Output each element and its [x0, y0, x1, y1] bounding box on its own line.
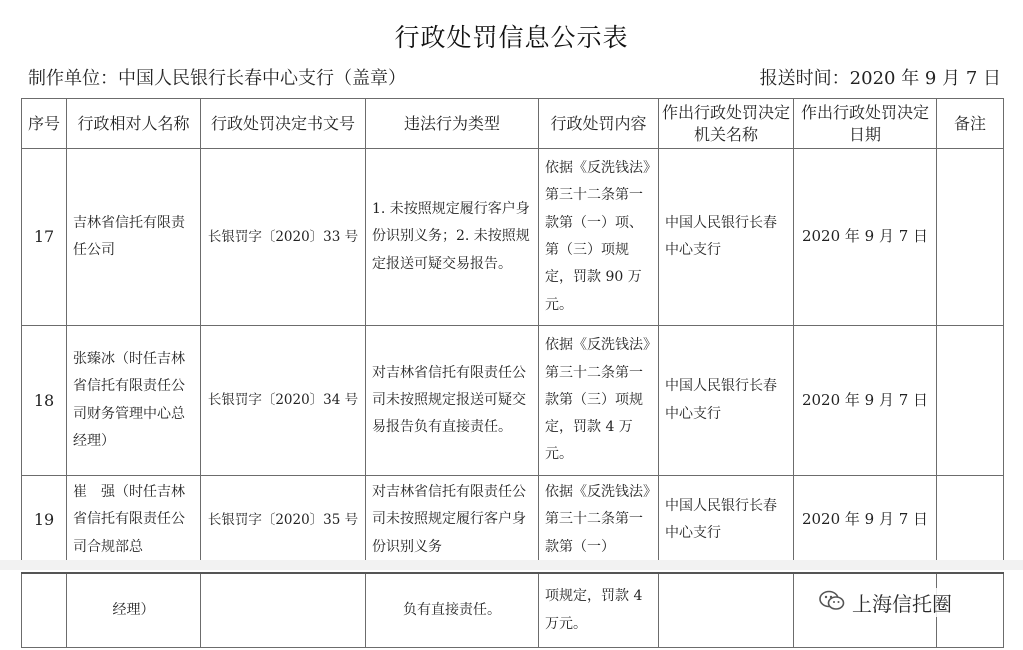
row-authority: 中国人民银行长春中心支行: [659, 326, 794, 476]
table-row: [22, 476, 1004, 565]
row-party: 张臻冰（时任吉林省信托有限责任公司财务管理中心总经理）: [67, 326, 201, 476]
wechat-icon: [818, 589, 846, 617]
cont-doc: [201, 573, 366, 648]
row-date: 2020 年 9 月 7 日: [794, 476, 937, 565]
cont-seq: [22, 573, 67, 648]
row-seq: 18: [22, 326, 67, 476]
row-penalty-content: 依据《反洗钱法》第三十二条第一款第（一）: [539, 476, 659, 565]
row-authority: 中国人民银行长春中心支行: [659, 149, 794, 326]
watermark: [818, 588, 952, 617]
row-violation: 对吉林省信托有限责任公司未按照规定履行客户身份识别义务: [366, 476, 539, 565]
table-header-row: [22, 99, 1004, 149]
cont-authority: [659, 573, 794, 648]
row-penalty-content: 依据《反洗钱法》第三十二条第一款第（一）项、第（三）项规定，罚款 90 万元。: [539, 149, 659, 326]
row-doc-number: 长银罚字〔2020〕35 号: [201, 476, 366, 565]
table-row: [22, 326, 1004, 476]
page-title: 行政处罚信息公示表: [394, 23, 629, 52]
cont-violation: 负有直接责任。: [366, 573, 539, 648]
row-note: [937, 149, 1004, 326]
row-doc-number: 长银罚字〔2020〕34 号: [201, 326, 366, 476]
cont-party: 经理）: [67, 573, 201, 648]
row-party: 崔 强（时任吉林省信托有限责任公司合规部总: [67, 476, 201, 565]
watermark-text: 上海信托圈: [852, 592, 952, 616]
row-doc-number: 长银罚字〔2020〕33 号: [201, 149, 366, 326]
header-seq: 序号: [22, 99, 67, 149]
issuing-unit: 制作单位：中国人民银行长春中心支行（盖章）: [28, 68, 406, 89]
row-seq: 17: [22, 149, 67, 326]
row-date: 2020 年 9 月 7 日: [794, 326, 937, 476]
row-date: 2020 年 9 月 7 日: [794, 149, 937, 326]
submission-date: 报送时间：2020 年 9 月 7 日: [759, 68, 1001, 89]
header-authority: 作出行政处罚决定机关名称: [659, 99, 794, 149]
header-date: 作出行政处罚决定日期: [794, 99, 937, 149]
row-party: 吉林省信托有限责任公司: [67, 149, 201, 326]
penalty-table: [21, 98, 1004, 565]
row-authority: 中国人民银行长春中心支行: [659, 476, 794, 565]
header-doc: 行政处罚决定书文号: [201, 99, 366, 149]
row-penalty-content: 依据《反洗钱法》第三十二条第一款第（三）项规定，罚款 4 万元。: [539, 326, 659, 476]
row-violation: 1. 未按照规定履行客户身份识别义务；2. 未按照规定报送可疑交易报告。: [366, 149, 539, 326]
header-note: 备注: [937, 99, 1004, 149]
row-note: [937, 476, 1004, 565]
table-row: [22, 149, 1004, 326]
page-break: [0, 560, 1023, 570]
cont-penalty-content: 项规定，罚款 4 万元。: [539, 573, 659, 648]
row-seq: 19: [22, 476, 67, 565]
row-note: [937, 326, 1004, 476]
header-violation: 违法行为类型: [366, 99, 539, 149]
row-violation: 对吉林省信托有限责任公司未按照规定报送可疑交易报告负有直接责任。: [366, 326, 539, 476]
header-content: 行政处罚内容: [539, 99, 659, 149]
header-party: 行政相对人名称: [67, 99, 201, 149]
